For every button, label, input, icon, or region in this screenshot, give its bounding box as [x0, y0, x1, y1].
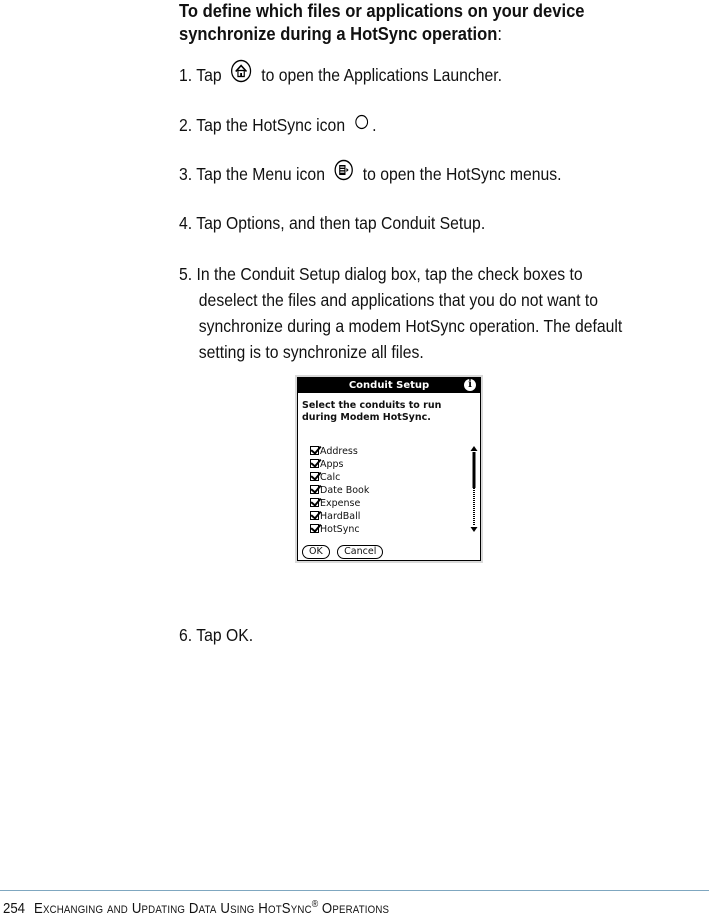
footer-divider [0, 890, 709, 891]
conduit-label: Date Book [320, 485, 370, 496]
step-number: 5. [179, 264, 193, 284]
step-text-line: setting is to synchronize all files. [198, 342, 424, 362]
conduit-item-address[interactable] [310, 445, 450, 458]
conduit-item-hardball[interactable] [310, 510, 450, 523]
conduit-setup-screenshot [295, 375, 483, 563]
info-icon[interactable]: i [464, 379, 476, 391]
running-title-end: Operations [321, 900, 390, 917]
conduit-list [310, 445, 450, 536]
cancel-button[interactable]: Cancel [337, 545, 383, 559]
checkbox-checked-icon[interactable] [310, 485, 319, 494]
section-heading [179, 0, 639, 46]
step-text: In the Conduit Setup dialog box, tap the check boxes to [196, 264, 583, 284]
step-number: 6. [179, 625, 193, 645]
checkbox-checked-icon[interactable] [310, 524, 319, 533]
checkbox-checked-icon[interactable] [310, 459, 319, 468]
page-number: 254 [3, 900, 26, 917]
page-footer [3, 896, 619, 918]
step-4 [179, 210, 629, 236]
step-text-line: synchronize during a modem HotSync operation. The default [198, 316, 623, 336]
conduit-label: Apps [320, 459, 344, 470]
conduit-label: Address [320, 446, 358, 457]
checkbox-checked-icon[interactable] [310, 498, 319, 507]
checkbox-checked-icon[interactable] [310, 446, 319, 455]
step-text: Tap Options, and then tap Conduit Setup. [196, 213, 486, 233]
step-text-after: . [372, 115, 377, 135]
step-6 [179, 622, 629, 648]
step-text-after: to open the Applications Launcher. [261, 65, 503, 86]
menu-icon [334, 159, 354, 188]
scroll-thumb [473, 452, 476, 488]
dialog-title-bar [298, 378, 480, 393]
dialog-buttons [302, 541, 386, 559]
checkbox-checked-icon[interactable] [310, 511, 319, 520]
conduit-label: HardBall [320, 511, 361, 522]
home-icon [231, 59, 253, 90]
scrollbar[interactable] [470, 446, 478, 532]
checkbox-checked-icon[interactable] [310, 472, 319, 481]
step-3 [179, 161, 629, 190]
scroll-up-arrow-icon [471, 446, 478, 451]
step-2 [179, 112, 629, 139]
registered-mark: ® [311, 899, 319, 910]
step-text-line: deselect the files and applications that you do not want to [198, 290, 599, 310]
heading-bold: To define which files or applications on your device synchronize during a HotSync operation [179, 1, 585, 44]
conduit-label: Expense [320, 498, 361, 509]
dialog-prompt: Select the conduits to run during Modem HotSync. [302, 400, 442, 423]
step-text: Tap [196, 65, 222, 86]
scroll-down-arrow-icon [471, 527, 478, 532]
step-number: 3. [179, 164, 193, 185]
conduit-label: HotSync [320, 524, 360, 535]
ok-button[interactable]: OK [302, 545, 330, 559]
step-text: Tap OK. [196, 625, 254, 645]
dialog-title: Conduit Setup [348, 380, 430, 391]
conduit-setup-dialog [297, 377, 481, 561]
heading-colon: : [497, 24, 502, 44]
conduit-item-hotsync[interactable] [310, 523, 450, 536]
step-text: Tap the Menu icon [196, 164, 325, 185]
conduit-label: Calc [320, 472, 341, 483]
step-1 [179, 61, 629, 92]
running-title: Exchanging and Updating Data Using HotSync [33, 900, 312, 917]
conduit-item-expense[interactable] [310, 497, 450, 510]
conduit-item-date-book[interactable] [310, 484, 450, 497]
step-5 [179, 261, 629, 365]
conduit-item-calc[interactable] [310, 471, 450, 484]
conduit-item-apps[interactable] [310, 458, 450, 471]
step-number: 1. [179, 65, 193, 86]
step-number: 4. [179, 213, 193, 233]
step-number: 2. [179, 115, 193, 135]
step-text: Tap the HotSync icon [196, 115, 346, 135]
hotsync-circle-icon [354, 111, 368, 137]
step-text-after: to open the HotSync menus. [362, 164, 562, 185]
